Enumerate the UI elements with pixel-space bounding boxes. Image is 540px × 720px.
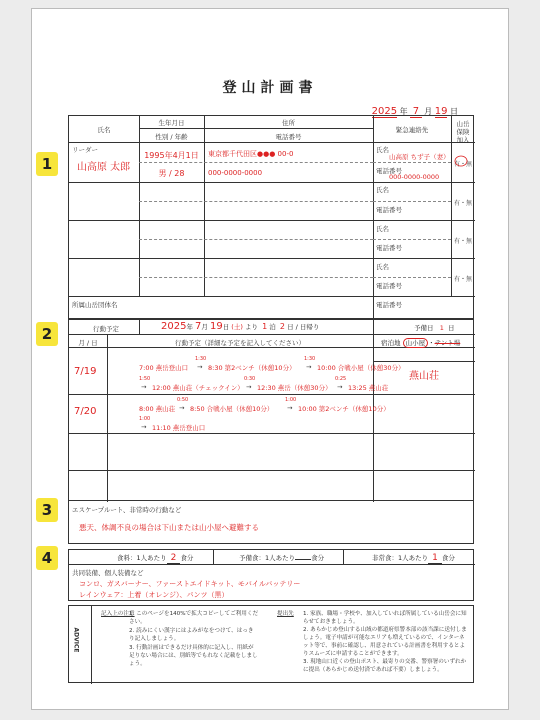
leader-name[interactable]: 山高原 太郎: [77, 162, 131, 173]
leader-birth[interactable]: 1995年4月1日: [144, 151, 199, 160]
emerg-tel[interactable]: 000-0000-0000: [389, 173, 440, 181]
advice-box: [68, 605, 474, 683]
d1-r2-t1: 0:30: [244, 376, 256, 382]
escape-text[interactable]: 悪天、体調不良の場合は下山または山小屋へ避難する: [79, 523, 259, 532]
header-name: 氏名: [97, 126, 111, 134]
header-sex-age: 性別 / 年齢: [155, 133, 188, 141]
food-meal: 食料：1人あたり 2 食分: [117, 553, 194, 563]
emerg-name[interactable]: 山高原 ちず子（妻）: [389, 153, 450, 161]
arrow: →: [141, 423, 147, 431]
food-gear-box: [68, 549, 474, 601]
section-badge-3: 3: [36, 498, 58, 522]
d2-r1-b[interactable]: 8:50 合戦小屋（休憩10分）: [190, 405, 274, 413]
d2-r2-a[interactable]: 11:10 燕岳登山口: [152, 424, 206, 432]
group-phone-label: 電話番号: [376, 301, 402, 309]
gear-label: 共同装備、個人装備など: [72, 569, 144, 577]
advice-submit-heading: 提出先: [277, 611, 294, 617]
day1-date[interactable]: 7/19: [74, 366, 97, 377]
advice-title: ADVICE: [72, 627, 80, 653]
d2-r1-a[interactable]: 8:00 燕山荘: [139, 405, 176, 413]
arrow: →: [197, 363, 203, 371]
d1-r2-c[interactable]: 13:25 燕山荘: [348, 384, 389, 392]
col-date: 月 / 日: [78, 339, 98, 347]
d1-r1-t2: 1:30: [304, 356, 316, 362]
lodging-tent[interactable]: テント場: [434, 339, 461, 347]
emerg-name-label-1: 氏名: [376, 146, 389, 154]
d1-r1-a[interactable]: 7:00 燕岳登山口: [139, 364, 189, 372]
reserve-days: 予備日 1 日: [414, 324, 455, 332]
arrow: →: [141, 383, 147, 391]
emerg-name-label-2: 氏名: [376, 186, 389, 194]
d2-r1-t2: 1:00: [285, 397, 297, 403]
emerg-tel-label-1: 電話番号: [376, 167, 402, 175]
arrow: →: [179, 404, 185, 412]
schedule-table: [68, 319, 474, 501]
escape-box: [68, 501, 474, 544]
lodging-name[interactable]: 燕山荘: [409, 371, 439, 382]
insurance-1[interactable]: 有・無: [453, 161, 472, 168]
emerg-tel-label-4: 電話番号: [376, 282, 402, 290]
d2-r2-t0: 1:00: [139, 416, 151, 422]
section-badge-1: 1: [36, 152, 58, 176]
lodging-hut[interactable]: 山小屋: [403, 338, 429, 348]
group-label: 所属山岳団体名: [72, 301, 118, 309]
header-emergency: 緊急連絡先: [395, 126, 429, 134]
header-birth: 生年月日: [158, 119, 185, 127]
advice-note-1: 1. このページを140%で拡大コピーしてご利用ください。: [129, 611, 259, 625]
members-table: [68, 115, 474, 319]
escape-label: エスケープルート、非常時の行動など: [72, 506, 182, 514]
arrow: →: [287, 404, 293, 412]
insurance-4[interactable]: 有・無: [453, 276, 472, 283]
arrow: →: [246, 383, 252, 391]
advice-submit-2: 2. あらかじめ登山する山域の都道府県警本部の該当課に送付しましょう。電子申請が可能なエリアも増えているので、インターネット等で、事前に確認し、用意されている計画書を利用するとよりスムーズに申請することができます。: [303, 627, 467, 657]
arrow: →: [337, 383, 343, 391]
header-address: 住所: [282, 119, 295, 127]
emerg-tel-label-3: 電話番号: [376, 244, 402, 252]
lodging-type: 宿泊地 山小屋 ・テント場: [381, 339, 461, 347]
section-badge-4: 4: [36, 546, 58, 570]
day2-date[interactable]: 7/20: [74, 406, 97, 417]
insurance-2[interactable]: 有・無: [453, 200, 472, 207]
schedule-dates: 2025年 7月 19日 (土) より 1 泊 2 日 / 日帰り: [161, 321, 320, 332]
header-insurance: 山岳保険加入: [456, 120, 470, 144]
advice-submit-3: 3. 現地山口近くの登山ポスト、最寄りの交番、警察署のいずれかに提出（あらかじめ送付済であれば不要）しましょう。: [303, 659, 467, 673]
emerg-name-label-4: 氏名: [376, 263, 389, 271]
advice-submit-1: 1. 家族、職場・学校や、加入していれば所属している山岳会に知らせておきましょう。: [303, 611, 467, 625]
gear-line-1[interactable]: コンロ、ガスバーナー、ファーストエイドキット、モバイルバッテリー: [79, 580, 301, 588]
arrow: →: [306, 363, 312, 371]
leader-phone[interactable]: 000-0000-0000: [208, 169, 263, 177]
d1-r2-b[interactable]: 12:30 燕岳（休憩30分）: [257, 384, 332, 392]
insurance-3[interactable]: 有・無: [453, 238, 472, 245]
date-month[interactable]: 7: [412, 106, 420, 117]
section-badge-2: 2: [36, 322, 58, 346]
d1-r1-c[interactable]: 10:00 合戦小屋（休憩30分）: [317, 364, 405, 372]
d2-r1-c[interactable]: 10:00 第2ベンチ（休憩10分）: [298, 405, 390, 413]
header-phone: 電話番号: [275, 133, 302, 141]
plan-sheet: [31, 8, 509, 710]
d1-r2-t2: 0:25: [335, 376, 347, 382]
leader-sex-age[interactable]: 男 / 28: [158, 169, 185, 178]
d1-r2-a[interactable]: 12:00 燕山荘（チェックイン）: [152, 384, 244, 392]
advice-notes-heading: 記入上の注意: [101, 611, 135, 617]
gear-line-2[interactable]: レインウェア：上着（オレンジ）、パンツ（黒）: [79, 591, 229, 599]
date-day[interactable]: 19: [434, 106, 448, 117]
schedule-label: 行動予定: [93, 325, 119, 333]
date-year[interactable]: 2025: [371, 106, 398, 117]
advice-note-2: 2. 読みにくい漢字にはよみがなをつけて、はっきり記入しましょう。: [129, 628, 254, 642]
insurance-circle-mark: [454, 154, 468, 168]
advice-note-3: 3. 行動計画はできるだけ具体的に記入し、用紙が足りない場合には、別紙等でもれなく記載をしましょう。: [129, 645, 258, 667]
d1-r1-b[interactable]: 8:30 第2ベンチ（休憩10分）: [208, 364, 296, 372]
emerg-name-label-3: 氏名: [376, 225, 389, 233]
page-title: 登山計画書: [222, 80, 318, 96]
submission-date: 2025 年 7 月 19 日: [371, 106, 458, 117]
food-reserve: 予備食：1人あたり 食分: [239, 554, 325, 562]
d1-r2-t0: 1:50: [139, 376, 151, 382]
leader-label: リーダー: [72, 146, 98, 154]
col-plan: 行動予定（詳細な予定を記入してください）: [175, 339, 305, 347]
leader-address[interactable]: 東京都千代田区●●● 00-0: [208, 150, 294, 158]
d1-r1-t1: 1:30: [195, 356, 207, 362]
food-emergency: 非常食：1人あたり 1 食分: [372, 553, 455, 563]
d2-r1-t1: 0:50: [177, 397, 189, 403]
emerg-tel-label-2: 電話番号: [376, 206, 402, 214]
